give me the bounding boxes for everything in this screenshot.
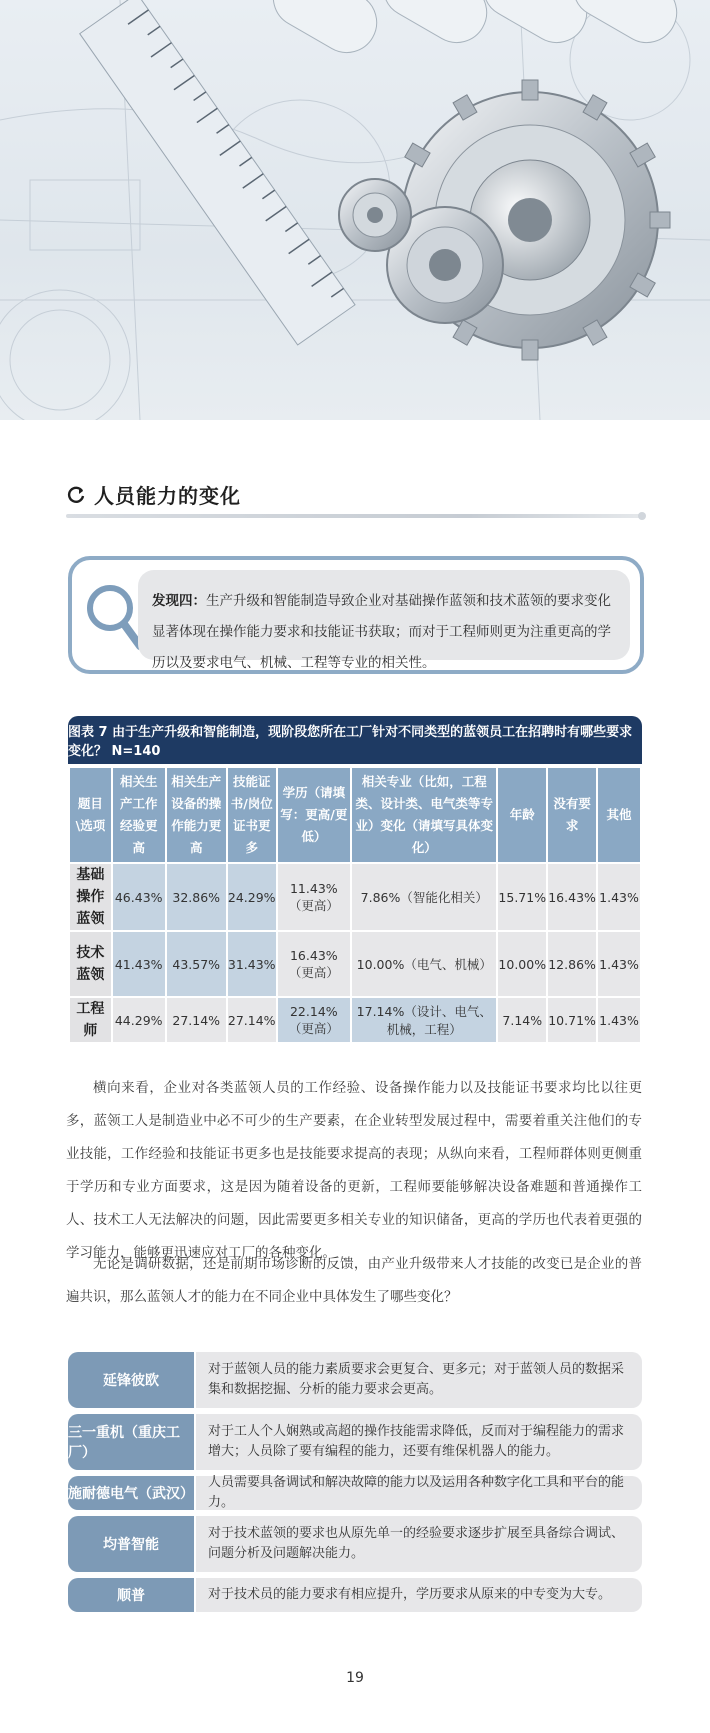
company-row [68, 1476, 642, 1510]
table-cell: 32.86% [167, 864, 226, 932]
header-cell: 相关生产工作经验更高 [113, 768, 165, 864]
refresh-icon [66, 485, 86, 505]
company-desc: 对于工人个人娴熟或高超的操作技能需求降低，反而对于编程能力的需求增大；人员除了要有编程的能力，还要有维保机器人的能力。 [196, 1414, 642, 1470]
header-cell: 没有要求 [548, 768, 596, 864]
table-cell: 16.43% [548, 864, 596, 932]
header-cell: 相关专业（比如，工程类、设计类、电气类等专业）变化（请填写具体变化） [352, 768, 496, 864]
finding-box [68, 556, 644, 674]
table-cell: 43.57% [167, 932, 226, 998]
row-label: 工程师 [70, 998, 111, 1044]
table-cell: 12.86% [548, 932, 596, 998]
gears-illustration [0, 0, 710, 420]
table-cell: 27.14% [228, 998, 276, 1044]
table-row [70, 932, 640, 998]
finding-body: 生产升级和智能制造导致企业对基础操作蓝领和技术蓝领的要求变化显著体现在操作能力要求和技能证书获取；而对于工程师则更为注重更高的学历以及要求电气、机械、工程等专业的相关性。 [152, 593, 611, 671]
hero-illustration [0, 0, 710, 420]
table-cell: 1.43% [598, 864, 640, 932]
company-row [68, 1352, 642, 1408]
finding-text [138, 570, 630, 671]
company-name: 施耐德电气（武汉） [68, 1476, 194, 1510]
company-desc: 对于技术员的能力要求有相应提升，学历要求从原来的中专变为大专。 [196, 1578, 642, 1612]
requirements-table [68, 768, 642, 1044]
company-desc: 对于蓝领人员的能力素质要求会更复合、更多元；对于蓝领人员的数据采集和数据挖掘、分析的能力要求会更高。 [196, 1352, 642, 1408]
company-name: 均普智能 [68, 1516, 194, 1572]
header-cell: 其他 [598, 768, 640, 864]
company-row [68, 1516, 642, 1572]
table-title: 图表 7 由于生产升级和智能制造，现阶段您所在工厂针对不同类型的蓝领员工在招聘时有哪些要求变化？ N=140 [68, 716, 642, 764]
table-cell: 1.43% [598, 998, 640, 1044]
table-cell: 31.43% [228, 932, 276, 998]
header-cell: 相关生产设备的操作能力更高 [167, 768, 226, 864]
company-desc: 对于技术蓝领的要求也从原先单一的经验要求逐步扩展至具备综合调试、问题分析及问题解决能力。 [196, 1516, 642, 1572]
body-paragraph: 横向来看，企业对各类蓝领人员的工作经验、设备操作能力以及技能证书要求均比以往更多，蓝领工人是制造业中必不可少的生产要素，在企业转型发展过程中，需要着重关注他们的专业技能，工作经验和技能证书更多也是技能要求提高的表现；从纵向来看，工程师群体则更侧重于学历和专业方面要求，这是因为随着设备的更新，工程师要能够解决设备难题和普通操作工人、技术工人无法解决的问题，因此需要更多相关专业的知识储备，更高的学历也代表着更强的学习能力，能够更迅速应对工厂的各种变化。 [66, 1080, 642, 1261]
body-paragraph: 无论是调研数据，还是前期市场诊断的反馈，由产业升级带来人才技能的改变已是企业的普遍共识，那么蓝领人才的能力在不同企业中具体发生了哪些变化？ [66, 1256, 642, 1305]
table-cell: 11.43%（更高） [278, 864, 351, 932]
section-divider [66, 514, 642, 518]
table-row [70, 864, 640, 932]
table-cell: 15.71% [498, 864, 546, 932]
table-cell: 10.00%（电气、机械） [352, 932, 496, 998]
table-cell: 10.71% [548, 998, 596, 1044]
table-cell: 46.43% [113, 864, 165, 932]
finding-label: 发现四： [152, 593, 206, 609]
table-cell: 44.29% [113, 998, 165, 1044]
table-cell: 17.14%（设计、电气、机械，工程） [352, 998, 496, 1044]
company-name: 三一重机（重庆工厂） [68, 1414, 194, 1470]
row-label: 基础操作蓝领 [70, 864, 111, 932]
table-cell: 7.14% [498, 998, 546, 1044]
table-header-row [70, 768, 640, 864]
table-cell: 1.43% [598, 932, 640, 998]
table-cell: 24.29% [228, 864, 276, 932]
page-number: 19 [346, 1670, 364, 1686]
company-name: 延锋彼欧 [68, 1352, 194, 1408]
company-name: 顺普 [68, 1578, 194, 1612]
row-label: 技术蓝领 [70, 932, 111, 998]
table-cell: 41.43% [113, 932, 165, 998]
header-cell: 技能证书/岗位证书更多 [228, 768, 276, 864]
table-cell: 10.00% [498, 932, 546, 998]
section-title: 人员能力的变化 [94, 484, 241, 508]
company-row [68, 1414, 642, 1470]
table-row [70, 998, 640, 1044]
table-cell: 16.43%（更高） [278, 932, 351, 998]
header-cell: 题目\选项 [70, 768, 111, 864]
section-heading [66, 480, 241, 509]
table-cell: 27.14% [167, 998, 226, 1044]
company-row [68, 1578, 642, 1612]
company-desc: 人员需要具备调试和解决故障的能力以及运用各种数字化工具和平台的能力。 [196, 1476, 642, 1510]
header-cell: 年龄 [498, 768, 546, 864]
table-cell: 22.14%（更高） [278, 998, 351, 1044]
table-cell: 7.86%（智能化相关） [352, 864, 496, 932]
header-cell: 学历（请填写：更高/更低） [278, 768, 351, 864]
